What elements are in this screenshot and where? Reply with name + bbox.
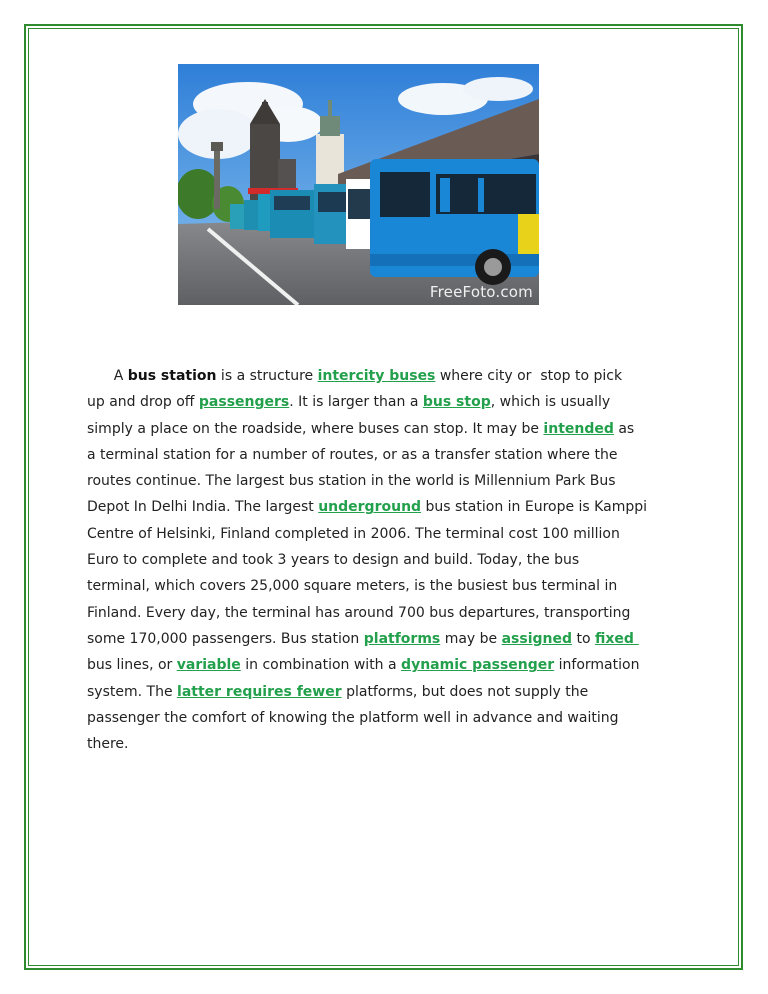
text-segment: in combination with a: [240, 657, 402, 674]
wiki-link[interactable]: dynamic passenger: [401, 657, 555, 674]
wiki-link[interactable]: fixed: [595, 630, 639, 647]
paragraph-line: [87, 731, 683, 757]
text-segment: A: [87, 368, 128, 384]
paragraph-line: [87, 573, 683, 599]
paragraph-line: [87, 494, 683, 520]
text-segment: as: [613, 420, 635, 437]
paragraph-line: [87, 389, 683, 415]
text-segment: information: [554, 657, 640, 674]
paragraph-line: [87, 521, 683, 547]
wiki-link[interactable]: bus stop: [422, 394, 491, 411]
text-segment: Finland. Every day, the terminal has around 700 bus departures, transporting: [87, 604, 631, 621]
paragraph-line: [87, 416, 683, 442]
wiki-link[interactable]: assigned: [501, 630, 573, 647]
bus-station-photo: [178, 64, 539, 305]
wiki-link[interactable]: passengers: [198, 394, 290, 411]
text-segment: a terminal station for a number of routes, or as a transfer station where the: [87, 446, 618, 463]
wiki-link[interactable]: intercity buses: [317, 368, 436, 384]
text-segment: where city or stop to pick: [435, 368, 623, 384]
paragraph-line: [87, 679, 683, 705]
text-segment: bus lines, or: [87, 657, 177, 674]
text-segment: some 170,000 passengers. Bus station: [87, 630, 364, 647]
paragraph-line: [87, 468, 683, 494]
text-segment: there.: [87, 736, 129, 753]
wiki-link[interactable]: latter requires fewer: [177, 683, 342, 700]
image-watermark: FreeFoto.com: [429, 283, 533, 301]
text-segment: up and drop off: [87, 394, 199, 411]
text-segment: bus station in Europe is Kamppi: [421, 499, 647, 516]
paragraph-line: [87, 363, 683, 389]
paragraph-line: [87, 600, 683, 626]
paragraph-line: [87, 705, 683, 731]
paragraph-line: [87, 547, 683, 573]
paragraph-line: [87, 626, 683, 652]
body-paragraph: [87, 363, 683, 757]
wiki-link[interactable]: variable: [176, 657, 241, 674]
bold-term: bus station: [127, 368, 217, 384]
wiki-link[interactable]: intended: [543, 420, 614, 437]
text-segment: Euro to complete and took 3 years to design and build. Today, the bus: [87, 552, 580, 569]
text-segment: is a structure: [216, 368, 318, 384]
wiki-link[interactable]: underground: [318, 499, 422, 516]
text-segment: routes continue. The largest bus station in the world is Millennium Park Bus: [87, 473, 616, 490]
text-segment: . It is larger than a: [289, 394, 423, 411]
text-segment: may be: [440, 630, 502, 647]
text-segment: passenger the comfort of knowing the platform well in advance and waiting: [87, 709, 619, 726]
text-segment: simply a place on the roadside, where buses can stop. It may be: [87, 420, 544, 437]
paragraph-line: [87, 442, 683, 468]
text-segment: Centre of Helsinki, Finland completed in 2006. The terminal cost 100 million: [87, 525, 620, 542]
text-segment: , which is usually: [490, 394, 611, 411]
text-segment: system. The: [87, 683, 178, 700]
text-segment: to: [572, 630, 595, 647]
text-segment: terminal, which covers 25,000 square meters, is the busiest bus terminal in: [87, 578, 618, 595]
text-segment: platforms, but does not supply the: [341, 683, 589, 700]
text-segment: Depot In Delhi India. The largest: [87, 499, 319, 516]
wiki-link[interactable]: platforms: [363, 630, 441, 647]
paragraph-line: [87, 652, 683, 678]
